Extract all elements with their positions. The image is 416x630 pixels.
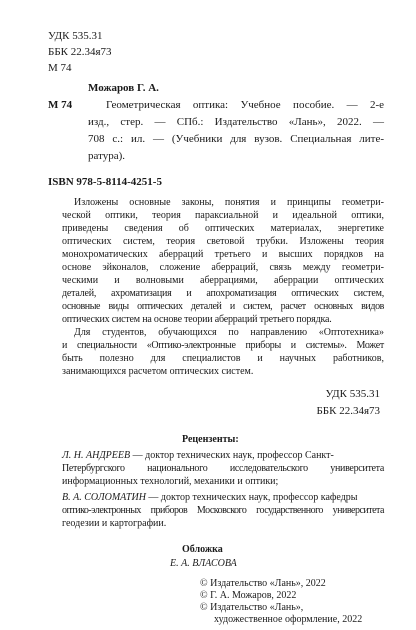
isbn: ISBN 978-5-8114-4251-5: [48, 176, 162, 188]
biblio-line: Геометрическая оптика: Учебное пособие. — 2-е: [106, 99, 384, 111]
author-heading: Можаров Г. А.: [88, 82, 159, 94]
udk-code: УДК 535.31: [48, 30, 103, 42]
reviewer-2: [62, 492, 384, 504]
abstract-line: Изложены основные законы, понятия и принципы геометри-: [74, 197, 384, 208]
abstract-line: основные виды оптических деталей и систем, расчет основных видов: [62, 301, 384, 312]
abstract-line: монохроматических аберраций третьего и высших порядков на: [62, 249, 384, 260]
audience-line: занимающихся расчетом оптических систем.: [62, 366, 254, 377]
biblio-line: ратура).: [88, 150, 126, 162]
reviewer-1: [62, 450, 384, 462]
abstract-line: ческой оптики, теория параксиальной и идеальной оптики,: [62, 210, 384, 221]
audience-line: Для студентов, обучающихся по направлению «Оптотехника»: [74, 327, 384, 338]
abstract-line: приведены сведения об оптических материалах, энергетике: [62, 223, 384, 234]
reviewer-1-line: Петербургского национального исследовательского университета: [62, 463, 384, 474]
udk-code-right: УДК 535.31: [325, 388, 380, 400]
abstract-line: деталей, ахроматизация и апохроматизация оптических систем,: [62, 288, 384, 299]
reviewer-1-line: информационных технологий, механики и оптики;: [62, 476, 279, 487]
bbk-code-right: ББК 22.34я73: [316, 405, 380, 417]
reviewer-2-name: В. А. СОЛОМАТИН: [62, 492, 146, 503]
abstract-line: основе эйконалов, сложение аберраций, связь между геометри-: [62, 262, 384, 273]
biblio-mark: М 74: [48, 99, 73, 111]
abstract-line: оптических систем, теория световой трубки. Изложены теория: [62, 236, 384, 247]
reviewer-2-line: геодезии и картографии.: [62, 518, 167, 529]
cover-heading: Обложка: [182, 544, 223, 555]
reviewer-1-line: — доктор технических наук, профессор Санкт-: [132, 450, 334, 461]
abstract-line: ческими и волновыми аберрациями, аберрации оптических: [62, 275, 384, 286]
copyright-line: художественное оформление, 2022: [214, 614, 363, 625]
copyright-line: © Издательство «Лань»,: [200, 602, 304, 613]
copyright-line: © Г. А. Можаров, 2022: [200, 590, 297, 601]
biblio-line: 708 с.: ил. — (Учебники для вузов. Специальная лите-: [88, 133, 384, 145]
reviewers-heading: Рецензенты:: [182, 434, 239, 445]
cover-designer: Е. А. ВЛАСОВА: [170, 558, 237, 569]
biblio-line: изд., стер. — СПб.: Издательство «Лань», 2022. —: [88, 116, 384, 128]
bbk-code: ББК 22.34я73: [48, 46, 112, 58]
reviewer-2-line: — доктор технических наук, профессор кафедры: [148, 492, 358, 503]
reviewer-2-line: оптико-электронных приборов Московского государственного университета: [62, 505, 384, 516]
audience-line: быть полезно для специалистов и научных работников,: [62, 353, 384, 364]
audience-line: и специальности «Оптико-электронные приборы и системы». Может: [62, 340, 384, 351]
author-mark: М 74: [48, 62, 72, 74]
abstract-line: оптических систем на основе теории аберраций третьего порядка.: [62, 314, 332, 325]
copyright-line: © Издательство «Лань», 2022: [200, 578, 326, 589]
reviewer-1-name: Л. Н. АНДРЕЕВ: [62, 450, 131, 461]
